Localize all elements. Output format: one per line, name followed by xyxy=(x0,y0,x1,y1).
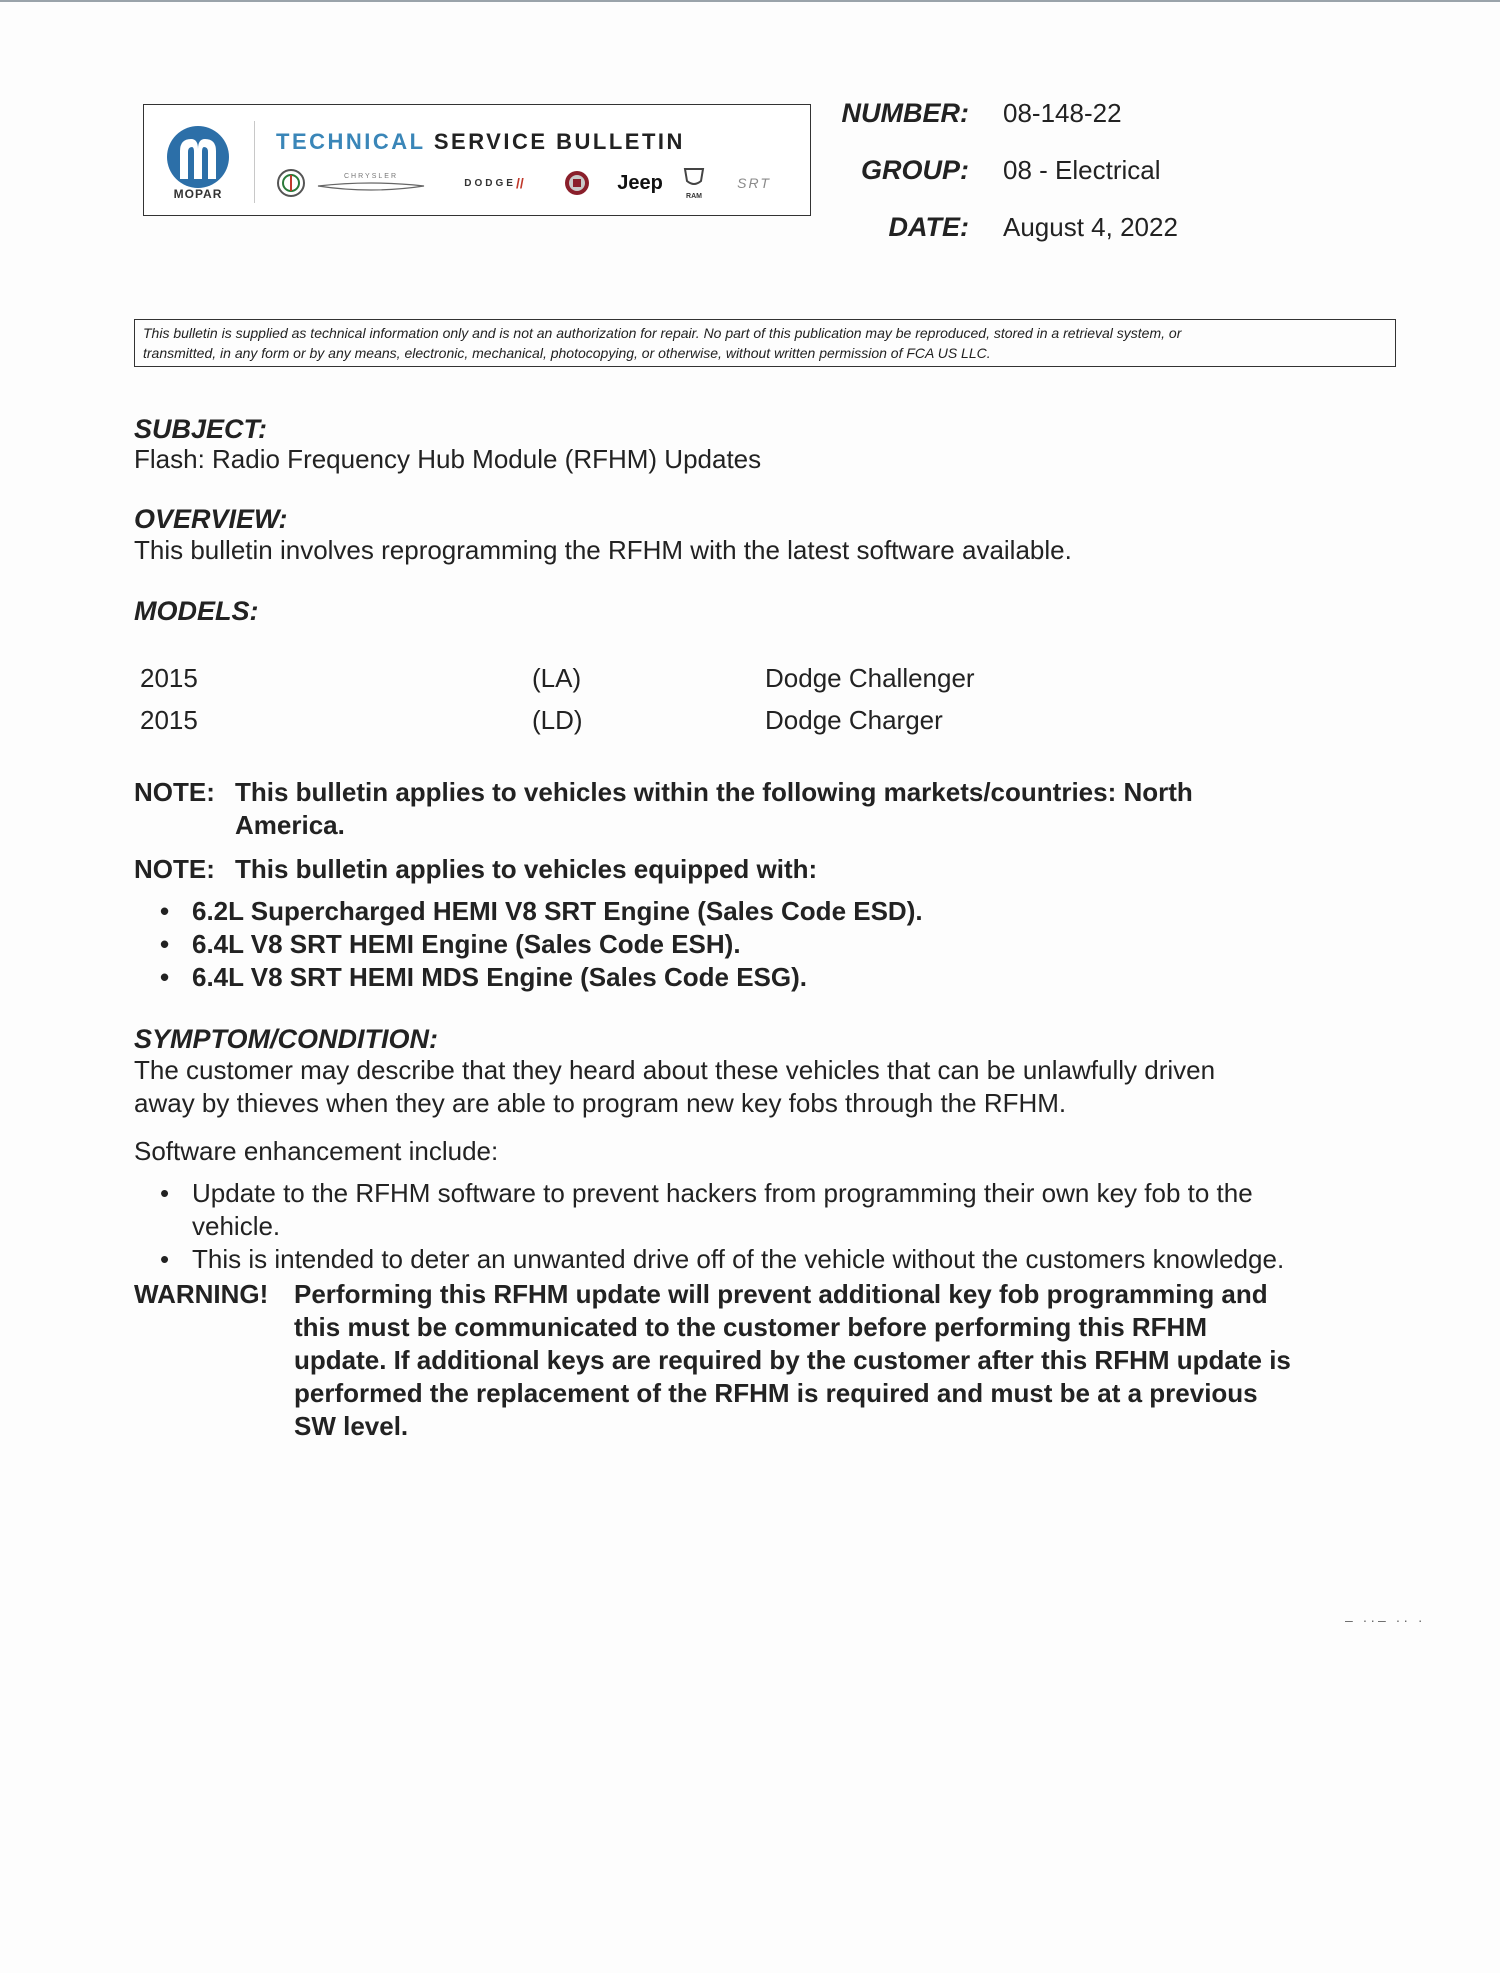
number-label: NUMBER: xyxy=(841,98,969,128)
chrysler-logo-icon xyxy=(316,165,426,201)
model-year: 2015 xyxy=(140,663,198,693)
date-label: DATE: xyxy=(888,212,969,242)
overview-text: This bulletin involves reprogramming the RFHM with the latest software available. xyxy=(134,535,1072,565)
chrysler-logo-text: CHRYSLER xyxy=(344,173,398,180)
list-item xyxy=(160,961,1360,994)
number-value: 08-148-22 xyxy=(1003,98,1122,128)
model-code: (LA) xyxy=(532,663,582,693)
warning-line: update. If additional keys are required by the customer after this RFHM update is xyxy=(294,1345,1291,1375)
list-item xyxy=(160,1177,1380,1243)
model-year: 2015 xyxy=(140,705,198,735)
enhancement-bullet-line-2: vehicle. xyxy=(192,1211,281,1241)
bullet-icon: • xyxy=(160,1178,170,1208)
note-label: NOTE: xyxy=(134,777,215,807)
list-item xyxy=(160,1243,1410,1276)
scan-speck-mark: ‒ ··‒ ·· · xyxy=(1345,1612,1426,1628)
models-heading: MODELS: xyxy=(134,596,259,626)
enhancement-bullet-text: This is intended to deter an unwanted drive off of the vehicle without the customers knowledge. xyxy=(192,1244,1285,1274)
note-markets xyxy=(134,776,1394,846)
bullet-icon: • xyxy=(160,962,170,992)
mopar-wordmark: MOPAR xyxy=(173,187,223,201)
title-technical: TECHNICAL xyxy=(276,129,426,154)
jeep-logo: Jeep xyxy=(617,171,663,194)
dodge-logo-text: DODGE xyxy=(464,177,516,189)
note-label: NOTE: xyxy=(134,854,215,884)
note-markets-line-2: America. xyxy=(235,810,345,840)
alfa-romeo-logo-icon xyxy=(274,165,308,201)
group-value: 08 - Electrical xyxy=(1003,155,1161,185)
top-edge-line xyxy=(0,0,1500,2)
model-row xyxy=(140,663,1040,695)
list-item xyxy=(160,895,1360,928)
enhancement-bullet-line-1: Update to the RFHM software to prevent hackers from programming their own key fob to the xyxy=(192,1178,1253,1208)
disclaimer-line-1: This bulletin is supplied as technical information only and is not an authorization for repair. No part of this publication may be reproduced, stored in a retrieval system, or xyxy=(143,325,1182,341)
subject-text: Flash: Radio Frequency Hub Module (RFHM) Updates xyxy=(134,444,762,474)
srt-logo: SRT xyxy=(737,175,771,191)
ram-logo-text: RAM xyxy=(686,193,702,200)
list-item xyxy=(160,928,1360,961)
fiat-logo-icon xyxy=(560,165,594,201)
brand-logo-row xyxy=(274,165,804,205)
note-equipment-text: This bulletin applies to vehicles equipped with: xyxy=(235,854,818,884)
warning-block xyxy=(134,1278,1404,1448)
date-value: August 4, 2022 xyxy=(1003,212,1178,242)
engine-bullet-text: 6.4L V8 SRT HEMI Engine (Sales Code ESH). xyxy=(192,929,741,959)
dodge-stripes-icon: // xyxy=(515,175,524,191)
model-name: Dodge Charger xyxy=(765,705,943,735)
engine-bullet-text: 6.4L V8 SRT HEMI MDS Engine (Sales Code ESG). xyxy=(192,962,807,992)
logo-divider xyxy=(254,121,255,203)
bulletin-title xyxy=(276,129,685,155)
enhancement-intro: Software enhancement include: xyxy=(134,1136,499,1166)
subject-heading: SUBJECT: xyxy=(134,414,268,444)
warning-label: WARNING! xyxy=(134,1279,269,1309)
logo-header-box xyxy=(143,104,811,216)
dodge-logo xyxy=(439,165,549,201)
symptom-line-1: The customer may describe that they heard about these vehicles that can be unlawfully driven xyxy=(134,1055,1216,1085)
group-label: GROUP: xyxy=(861,155,969,185)
bullet-icon: • xyxy=(160,1244,170,1274)
warning-line: performed the replacement of the RFHM is required and must be at a previous xyxy=(294,1378,1258,1408)
symptom-heading: SYMPTOM/CONDITION: xyxy=(134,1024,439,1054)
model-name: Dodge Challenger xyxy=(765,663,975,693)
symptom-line-2: away by thieves when they are able to program new key fobs through the RFHM. xyxy=(134,1088,1067,1118)
bullet-icon: • xyxy=(160,896,170,926)
engine-bullet-text: 6.2L Supercharged HEMI V8 SRT Engine (Sales Code ESD). xyxy=(192,896,923,926)
model-row xyxy=(140,705,1040,737)
note-equipment xyxy=(134,853,1394,887)
warning-line: SW level. xyxy=(294,1411,409,1441)
note-markets-line-1: This bulletin applies to vehicles within the following markets/countries: North xyxy=(235,777,1193,807)
note-markets-text xyxy=(235,776,1385,842)
ram-logo-icon xyxy=(676,165,712,201)
enhancement-bullet-text xyxy=(192,1177,1392,1243)
warning-line: this must be communicated to the customer before performing this RFHM xyxy=(294,1312,1207,1342)
warning-text xyxy=(294,1278,1394,1443)
warning-line: Performing this RFHM update will prevent additional key fob programming and xyxy=(294,1279,1268,1309)
bullet-icon: • xyxy=(160,929,170,959)
disclaimer-box xyxy=(134,319,1396,367)
model-code: (LD) xyxy=(532,705,583,735)
title-service-bulletin: SERVICE BULLETIN xyxy=(433,129,685,154)
overview-heading: OVERVIEW: xyxy=(134,504,288,534)
disclaimer-line-2: transmitted, in any form or by any means, electronic, mechanical, photocopying, or otherwise, without written permission of FCA US LLC. xyxy=(143,345,991,361)
